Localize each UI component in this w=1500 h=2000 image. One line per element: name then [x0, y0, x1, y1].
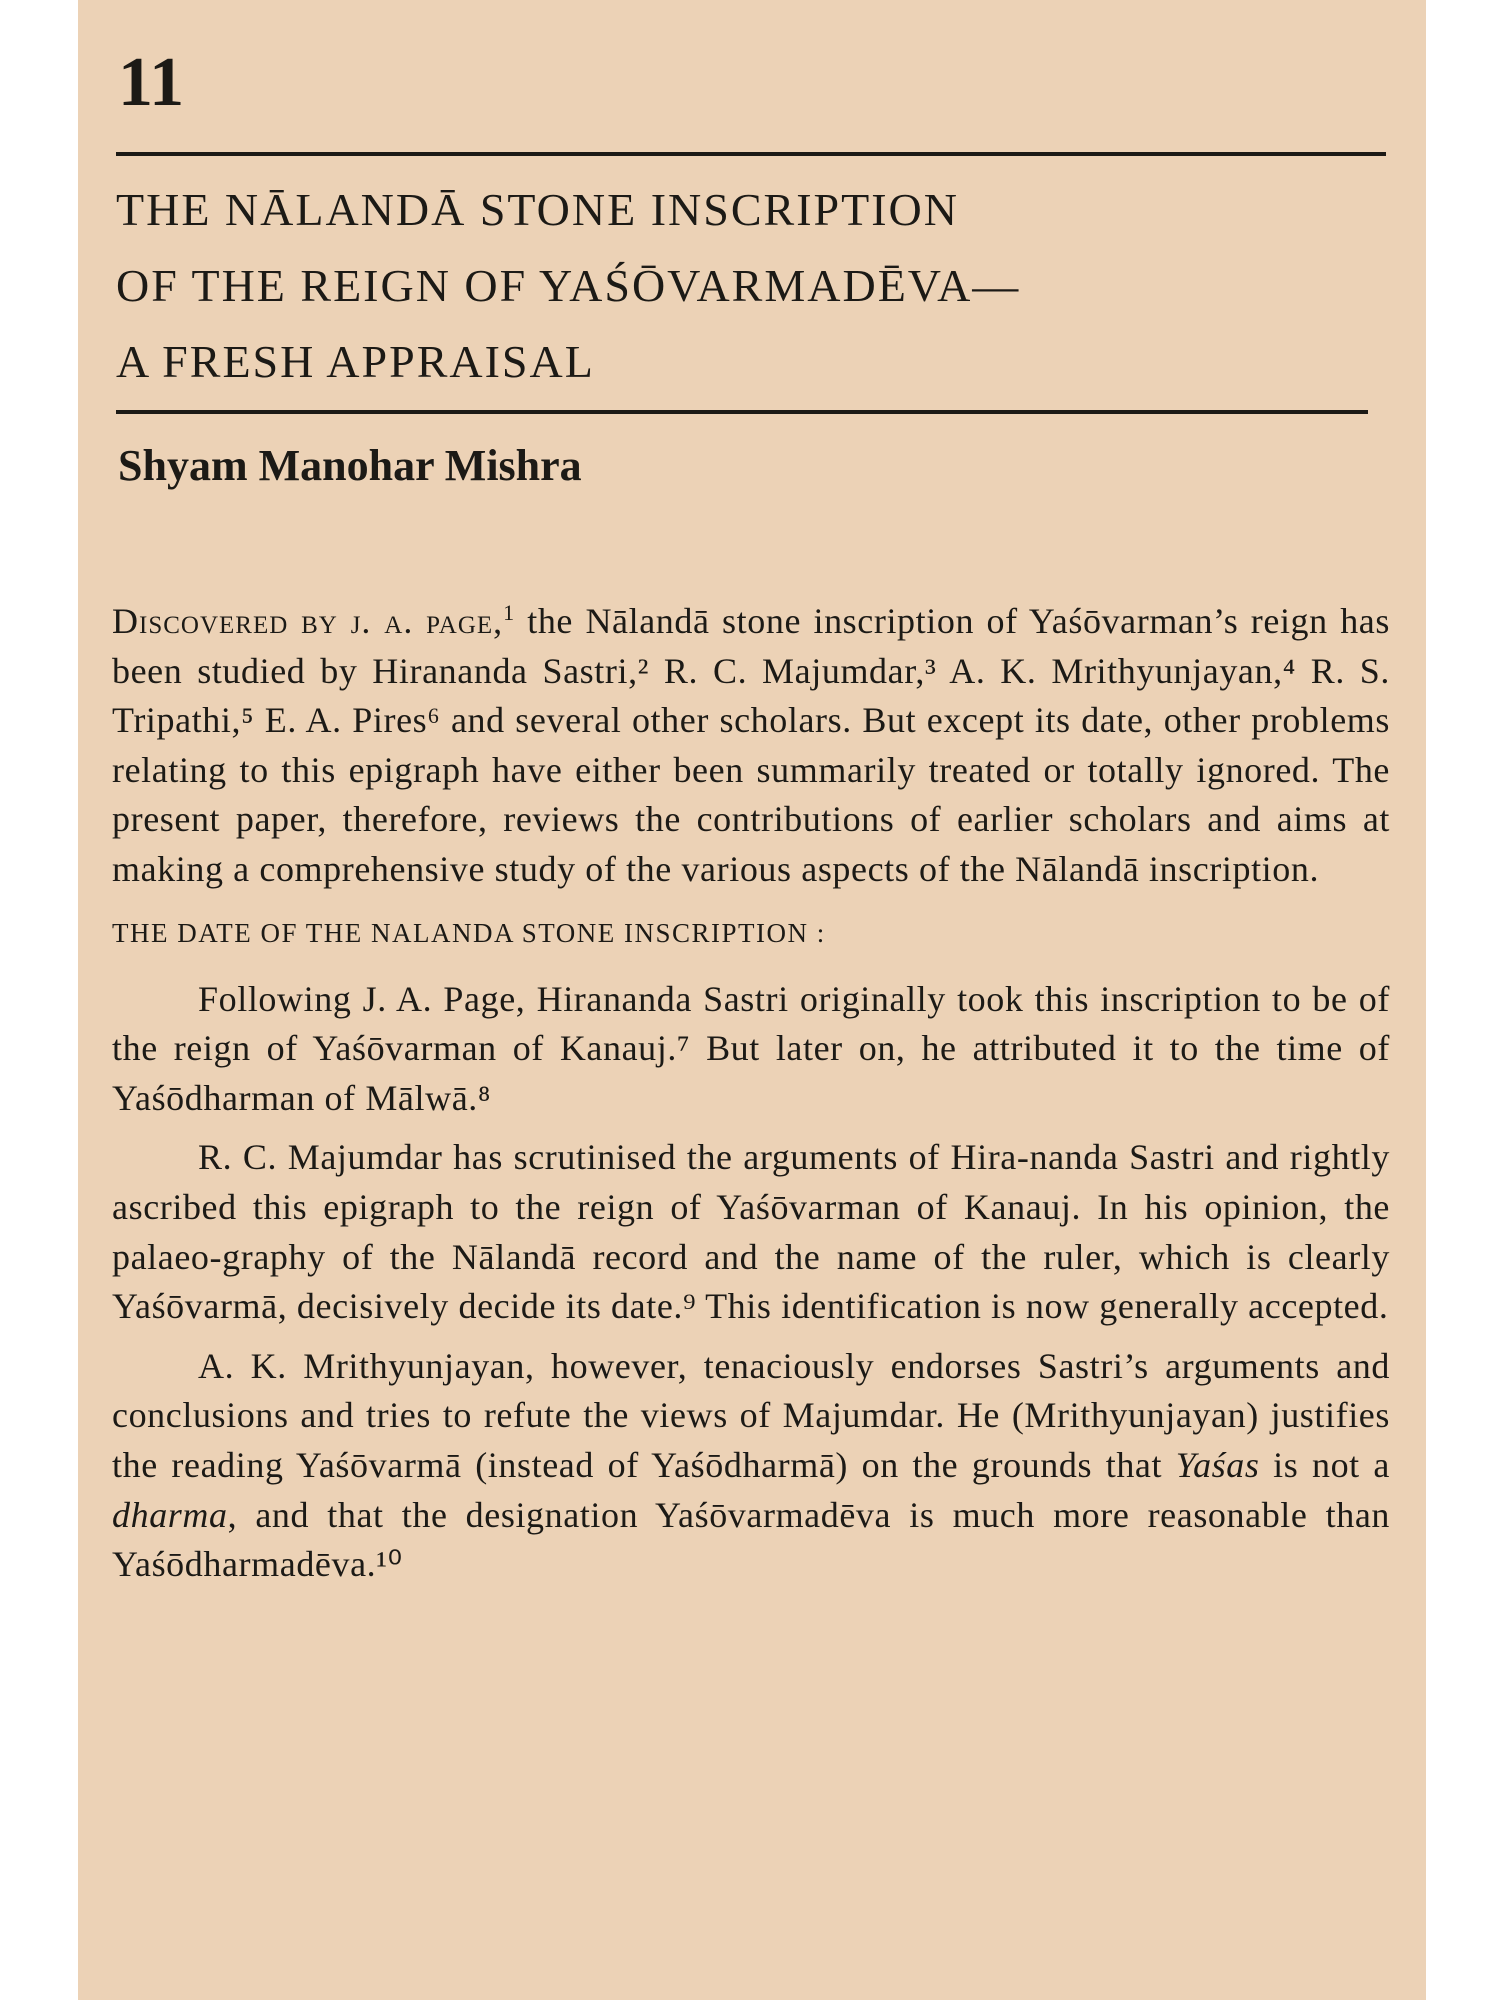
author-name: Shyam Manohar Mishra	[118, 441, 582, 490]
term-dharma: dharma	[112, 1494, 228, 1535]
paragraph-3-part-a: A. K. Mrithyunjayan, however, tenaciously endorses Sastri’s arguments and conclusions and tries to refute the views of Majumdar. He (Mrithyunjayan) justifies the reading Yaśōvarmā (instead of Yaśōdharmā) on the grounds that	[112, 1345, 1390, 1485]
article-body	[112, 588, 1390, 1590]
title-line-2: OF THE REIGN OF YAŚŌVARMADĒVA—	[116, 260, 1021, 311]
paragraph-2: R. C. Majumdar has scrutinised the arguments of Hira-nanda Sastri and rightly ascribed this epigraph to the reign of Yaśōvarman of Kanauj. In his opinion, the palaeo-graphy of the Nālandā record and the name of the ruler, which is clearly Yaśōvarmā, decisively decide its date.⁹ This identification is now generally accepted.	[112, 1137, 1390, 1327]
intro-paragraph	[112, 588, 1390, 895]
article-title	[116, 172, 1376, 400]
chapter-number: 11	[118, 44, 185, 121]
title-line-1: THE NĀLANDĀ STONE INSCRIPTION	[116, 184, 959, 235]
title-line-3: A FRESH APPRAISAL	[116, 336, 595, 387]
paragraph-3-part-c: , and that the designation Yaśōvarmadēva is much more reasonable than Yaśōdharmadēva.¹⁰	[112, 1494, 1390, 1585]
paragraph-1: Following J. A. Page, Hirananda Sastri originally took this inscription to be of the reign of Yaśōvarman of Kanauj.⁷ But later on, he attributed it to the time of Yaśōdharman of Mālwā.⁸	[112, 978, 1390, 1118]
footnote-ref-1: 1	[503, 600, 515, 625]
section-heading: THE DATE OF THE NALANDA STONE INSCRIPTION :	[112, 917, 826, 948]
title-bottom-rule	[116, 410, 1368, 414]
title-top-rule	[116, 152, 1386, 156]
term-yasas: Yaśas	[1175, 1444, 1260, 1485]
intro-text: the Nālandā stone inscription of Yaśōvarman’s reign has been studied by Hirananda Sastri,² R. C. Majumdar,³ A. K. Mrithyunjayan,⁴ R. S. Tripathi,⁵ E. A. Pires⁶ and several other scholars. But except its date, other problems relating to this epigraph have either been summarily treated or totally ignored. The present paper, therefore, reviews the contributions of earlier scholars and aims at making a comprehensive study of the various aspects of the Nālandā inscription.	[112, 601, 1390, 889]
paragraph-3	[112, 1342, 1390, 1590]
book-page	[78, 0, 1426, 2000]
intro-lead: Discovered by j. a. page,	[112, 601, 504, 641]
paragraph-3-part-b: is not a	[1259, 1444, 1390, 1485]
